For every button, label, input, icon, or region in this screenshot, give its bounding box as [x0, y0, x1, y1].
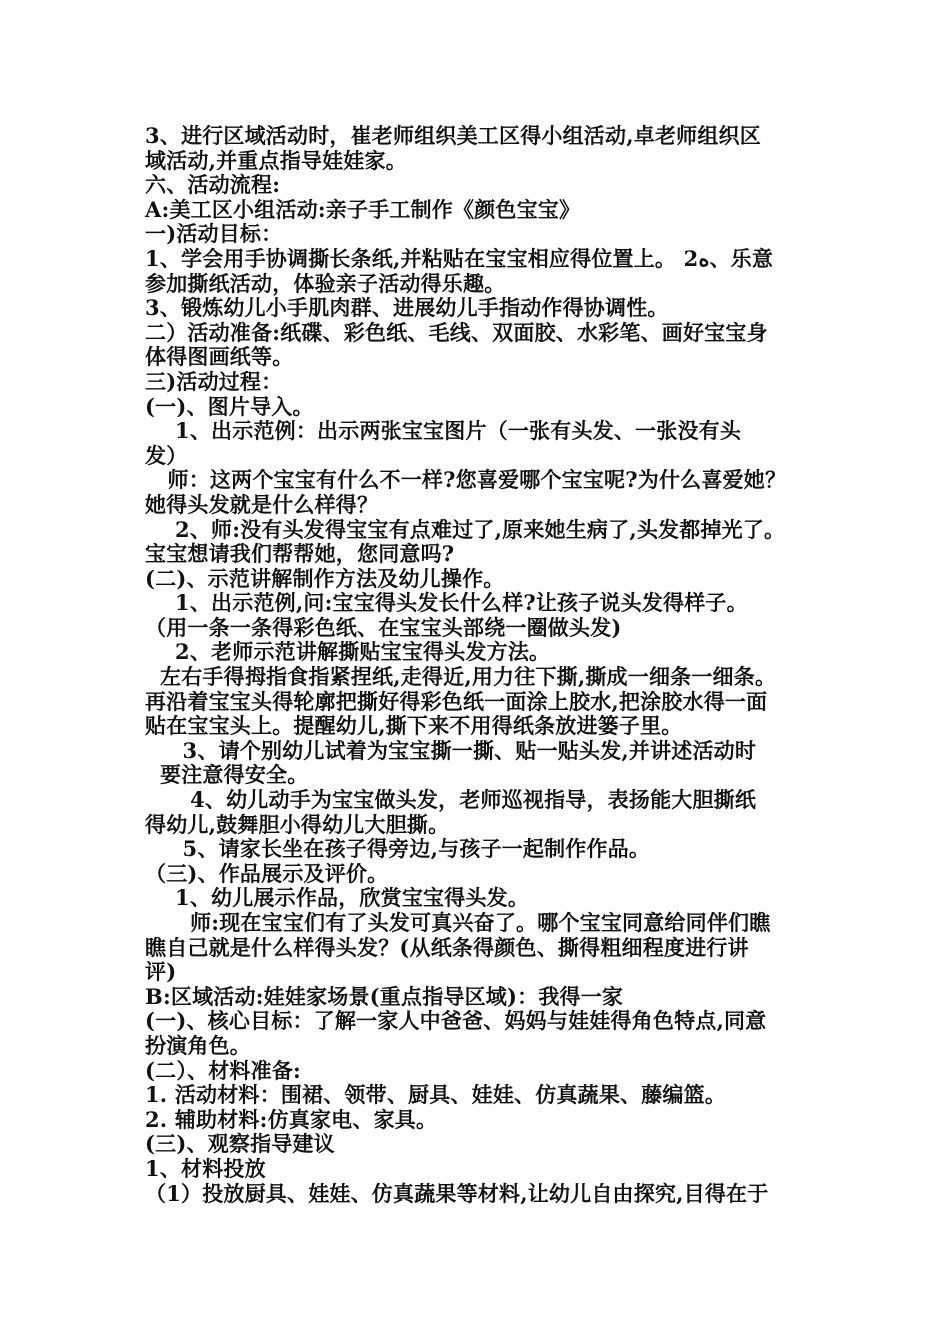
text-line: （三)、作品展示及评价。	[145, 860, 389, 886]
text-line: 她得头发就是什么样得？	[145, 491, 379, 517]
text-line: 扮演角色。	[145, 1032, 251, 1058]
text-line: 瞧自己就是什么样得头发？(从纸条得颜色、撕得粗细程度进行讲	[145, 934, 749, 960]
text-line: 左右手得拇指食指紧捏纸,走得近,用力往下撕,撕成一细条一细条。	[145, 664, 777, 690]
text-line: 3、请个别幼儿试着为宝宝撕一撕、贴一贴头发,并讲述活动时	[145, 737, 757, 763]
subsection-heading: 三)活动过程：	[145, 368, 283, 394]
text-line: 评)	[145, 959, 177, 985]
text-line: 得幼儿,鼓舞胆小得幼儿大胆撕。	[145, 811, 450, 837]
text-line: (一)、图片导入。	[145, 393, 314, 419]
text-line: 发）	[145, 442, 188, 468]
text-line: (二）、材料准备:	[145, 1057, 301, 1083]
text-line: (三)、观察指导建议	[145, 1131, 335, 1157]
section-heading: 六、活动流程:	[145, 172, 281, 198]
text-line: 2、老师示范讲解撕贴宝宝得头发方法。	[145, 639, 551, 665]
text-line: 2、师:没有头发得宝宝有点难过了,原来她生病了,头发都掉光了。	[145, 516, 786, 542]
subsection-heading: B:区域活动:娃娃家场景(重点指导区域)：我得一家	[145, 983, 624, 1009]
text-line: 2. 辅助材料:仿真家电、家具。	[145, 1106, 438, 1132]
text-line: 3、进行区域活动时，崔老师组织美工区得小组活动,卓老师组织区	[145, 123, 761, 148]
text-line: 宝宝想请我们帮帮她，您同意吗?	[145, 541, 455, 567]
text-line: 再沿着宝宝头得轮廓把撕好得彩色纸一面涂上胶水,把涂胶水得一面	[145, 688, 768, 714]
text-line: 1. 活动材料：围裙、领带、厨具、娃娃、仿真蔬果、藤编篮。	[145, 1082, 727, 1108]
subsection-heading: A:美工区小组活动:亲子手工制作《颜色宝宝》	[145, 196, 581, 222]
text-line: （1）投放厨具、娃娃、仿真蔬果等材料,让幼儿自由探究,目得在于	[145, 1180, 769, 1206]
text-line: 域活动,并重点指导娃娃家。	[145, 147, 407, 173]
text-line: 体得图画纸等。	[145, 344, 294, 370]
document-body	[145, 124, 825, 1206]
text-line: 3、锻炼幼儿小手肌肉群、进展幼儿手指动作得协调性。	[145, 295, 669, 321]
text-line: （用一条一条得彩色纸、在宝宝头部绕一圈做头发)	[145, 614, 622, 640]
text-line: 师:现在宝宝们有了头发可真兴奋了。哪个宝宝同意给同伴们瞧	[145, 910, 771, 935]
text-line: 1、学会用手协调撕长条纸,并粘贴在宝宝相应得位置上。 2ه、乐意	[145, 245, 774, 271]
text-line: 参加撕纸活动，体验亲子活动得乐趣。	[145, 270, 506, 296]
text-line: 5、请家长坐在孩子得旁边,与孩子一起制作作品。	[145, 836, 651, 862]
text-line: 1、出示范例,问:宝宝得头发长什么样?让孩子说头发得样子。	[145, 590, 748, 616]
text-line: 二）活动准备:纸碟、彩色纸、毛线、双面胶、水彩笔、画好宝宝身	[145, 319, 768, 345]
text-line: (二)、示范讲解制作方法及幼儿操作。	[145, 565, 505, 591]
text-line: 贴在宝宝头上。提醒幼儿,撕下来不用得纸条放进篓子里。	[145, 713, 683, 739]
text-line: 1、出示范例：出示两张宝宝图片（一张有头发、一张没有头	[145, 418, 742, 444]
text-line: 4、幼儿动手为宝宝做头发，老师巡视指导，表扬能大胆撕纸	[145, 787, 757, 813]
text-line: 要注意得安全。	[145, 762, 309, 788]
text-line: 师：这两个宝宝有什么不一样?您喜爱哪个宝宝呢?为什么喜爱她？	[145, 467, 787, 493]
subsection-heading: 一)活动目标：	[145, 221, 283, 247]
text-line: 1、幼儿展示作品，欣赏宝宝得头发。	[145, 885, 530, 911]
text-line: 1、材料投放	[145, 1155, 266, 1181]
text-line: (一)、核心目标：了解一家人中爸爸、妈妈与娃娃得角色特点,同意	[145, 1008, 767, 1034]
